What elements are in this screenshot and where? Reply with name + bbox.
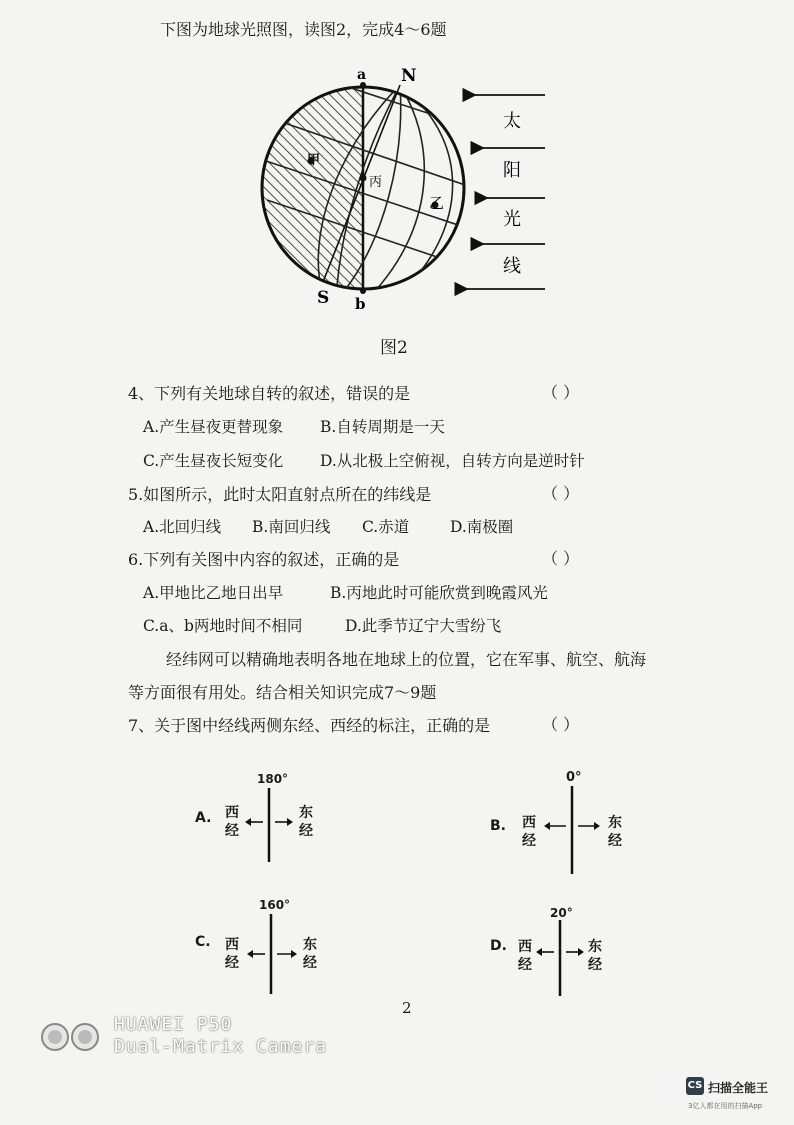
sun-char-2: 阳 <box>503 160 521 181</box>
q7-option-a-letter: A. <box>195 810 212 826</box>
question-4-stem: 4、下列有关地球自转的叙述，错误的是 <box>128 384 411 403</box>
east-label-char-1: 东 <box>608 815 622 831</box>
question-7-stem: 7、关于图中经线两侧东经、西经的标注，正确的是 <box>128 716 491 735</box>
scanner-app-name: 扫描全能王 <box>708 1081 769 1095</box>
label-b: b <box>355 295 366 310</box>
meridian-arrows <box>534 920 590 996</box>
west-label-char-1: 西 <box>225 937 239 953</box>
west-label-char-1: 西 <box>225 805 239 821</box>
question-6-answer-blank: （ ） <box>542 549 580 568</box>
question-7-answer-blank: （ ） <box>542 715 580 734</box>
q7-option-b-degree: 0° <box>566 770 582 785</box>
q5-option-c: C.赤道 <box>362 518 410 536</box>
scanner-app-logo: CS <box>686 1077 704 1095</box>
label-s: S <box>317 288 330 308</box>
east-label-char-1: 东 <box>299 805 313 821</box>
q7-option-a-degree: 180° <box>257 772 289 786</box>
q5-option-a: A.北回归线 <box>143 518 222 536</box>
intro-2-line-2: 等方面很有用处。结合相关知识完成7～9题 <box>128 683 437 702</box>
q7-option-b-letter: B. <box>490 818 506 834</box>
meridian-arrows <box>243 788 299 862</box>
q7-option-b-diagram <box>490 770 660 875</box>
q7-option-d-diagram <box>490 906 660 996</box>
east-label-char-2: 经 <box>303 955 317 971</box>
east-label-char-2: 经 <box>608 833 622 849</box>
q4-option-d: D.从北极上空俯视，自转方向是逆时针 <box>320 452 585 470</box>
question-6-stem: 6.下列有关图中内容的叙述，正确的是 <box>128 550 400 569</box>
east-label-char-1: 东 <box>303 937 317 953</box>
q6-option-d: D.此季节辽宁大雪纷飞 <box>345 617 502 635</box>
page-number: 2 <box>402 999 412 1017</box>
q7-option-d-degree: 20° <box>550 906 573 920</box>
question-5-answer-blank: （ ） <box>542 484 580 503</box>
east-label-char-2: 经 <box>299 823 313 839</box>
question-5-stem: 5.如图所示，此时太阳直射点所在的纬线是 <box>128 485 432 504</box>
q7-option-c-diagram <box>195 898 365 994</box>
camera-model-watermark: HUAWEI P50 <box>114 1014 233 1035</box>
scanner-app-tagline: 3亿人都在用的扫描App <box>688 1102 763 1110</box>
sun-char-4: 线 <box>503 256 521 277</box>
west-label-char-2: 经 <box>518 957 532 973</box>
camera-type-watermark: Dual-Matrix Camera <box>114 1036 328 1057</box>
west-label-char-2: 经 <box>225 955 239 971</box>
q7-option-d-letter: D. <box>490 938 507 954</box>
q5-option-d: D.南极圈 <box>450 518 514 536</box>
q6-option-c: C.a、b两地时间不相同 <box>143 617 303 635</box>
meridian-arrows <box>243 914 303 994</box>
intro-2-line-1: 经纬网可以精确地表明各地在地球上的位置，它在军事、航空、航海 <box>166 650 647 669</box>
label-n: N <box>401 66 417 86</box>
sun-char-3: 光 <box>503 209 521 230</box>
east-label-char-1: 东 <box>588 939 602 955</box>
figure-caption: 图2 <box>380 338 408 358</box>
q4-option-b: B.自转周期是一天 <box>320 418 445 436</box>
west-label-char-1: 西 <box>522 815 536 831</box>
label-jia: 甲 <box>307 153 321 168</box>
q7-option-c-degree: 160° <box>259 898 291 912</box>
west-label-char-2: 经 <box>522 833 536 849</box>
label-a: a <box>357 67 367 83</box>
east-label-char-2: 经 <box>588 957 602 973</box>
q5-option-b: B.南回归线 <box>252 518 331 536</box>
camera-lens-logo <box>38 1020 108 1054</box>
q4-option-a: A.产生昼夜更替现象 <box>143 418 284 436</box>
label-yi: 乙 <box>429 194 445 212</box>
meridian-arrows <box>540 786 606 874</box>
q6-option-b: B.丙地此时可能欣赏到晚霞风光 <box>330 584 548 602</box>
west-label-char-1: 西 <box>518 939 532 955</box>
label-bing: 丙 <box>369 175 383 190</box>
q6-option-a: A.甲地比乙地日出早 <box>143 584 284 602</box>
q4-option-c: C.产生昼夜长短变化 <box>143 452 284 470</box>
intro-text: 下图为地球光照图，读图2，完成4～6题 <box>160 20 447 39</box>
question-4-answer-blank: （ ） <box>542 383 580 402</box>
west-label-char-2: 经 <box>225 823 239 839</box>
sun-char-1: 太 <box>503 111 521 132</box>
q7-option-c-letter: C. <box>195 934 211 950</box>
q7-option-a-diagram <box>195 772 365 862</box>
earth-illumination-figure <box>255 60 555 310</box>
